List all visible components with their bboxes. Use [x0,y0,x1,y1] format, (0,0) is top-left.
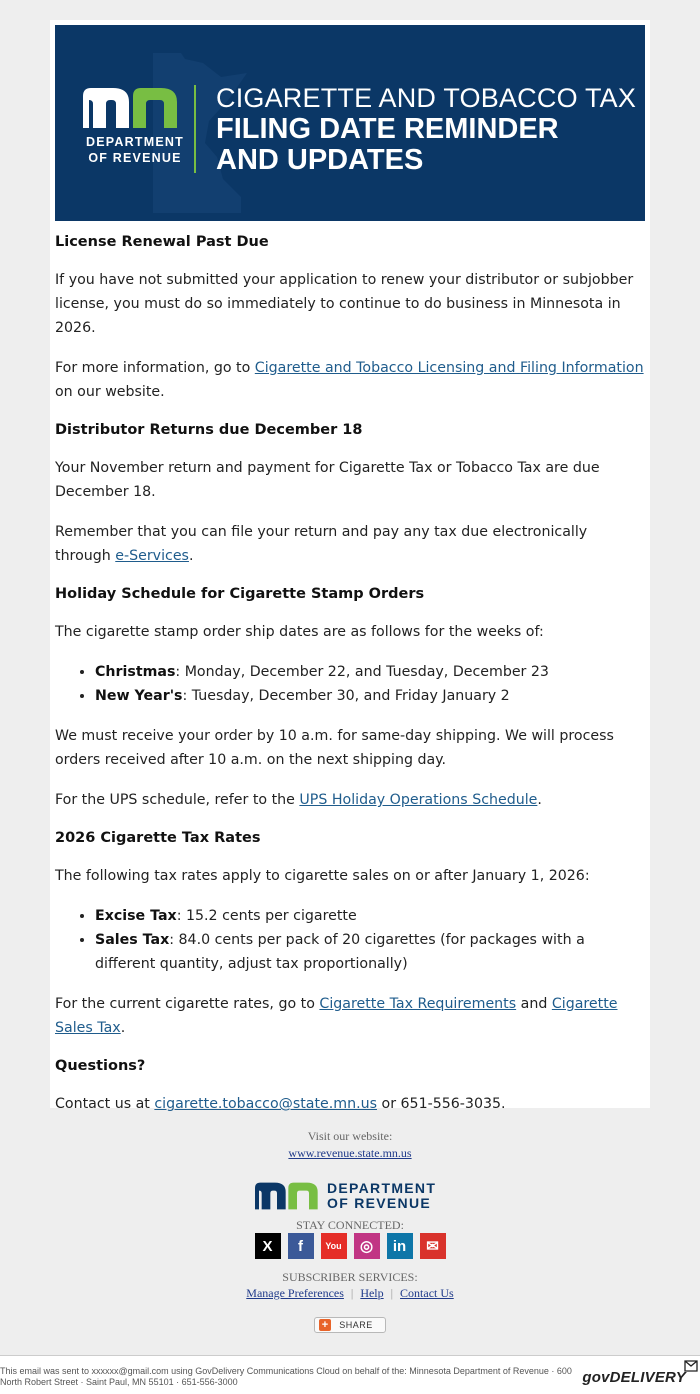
footer-logo-mark [255,1182,319,1210]
list-item [95,928,645,976]
subscriber-services-label: SUBSCRIBER SERVICES: [282,1270,418,1284]
list-item [95,904,645,928]
link-separator: | [390,1286,394,1300]
text-span: For the current cigarette rates, go to [55,996,320,1012]
text-span: For the UPS schedule, refer to the [55,792,300,808]
link-separator: | [350,1286,354,1300]
share-plus-icon: + [319,1319,331,1331]
email-body [55,230,645,1116]
share-label: SHARE [339,1320,373,1330]
text-span: and [516,996,552,1012]
text-span: Remember that you can file your return and pay any tax due electronically through [55,524,588,564]
list-item-term: New Year's [95,688,183,704]
banner-title-line1: CIGARETTE AND TOBACCO TAX [216,83,637,113]
holiday-list [55,660,645,708]
text-span: or 651-556-3035. [377,1096,506,1112]
rates-intro: The following tax rates apply to cigarette sales on or after January 1, 2026: [55,868,590,884]
text-span: . [188,548,194,564]
rates-links-paragraph [55,992,645,1040]
eservices-link[interactable]: e-Services [115,548,189,564]
share-row [0,1313,700,1333]
list-item-term: Sales Tax [95,932,170,948]
text-span: on our website. [55,384,165,400]
footer-logo-of-revenue: OF REVENUE [327,1195,432,1211]
instagram-icon[interactable]: ◎ [354,1233,380,1259]
disclaimer-text: This email was sent to xxxxxx@gmail.com using GovDelivery Communications Cloud on behalf of the: Minnesota Department of Revenue · 600 North Robert Street · Saint Paul, MN 55101 · 651-556-3000 [0,1366,572,1387]
questions-paragraph [55,1092,645,1116]
banner-title-line2: FILING DATE REMINDER [216,113,559,145]
text-span: Contact us at [55,1096,155,1112]
license-heading: License Renewal Past Due [55,234,269,250]
distributor-heading: Distributor Returns due December 18 [55,422,363,438]
logo-department-text: DEPARTMENT [86,135,184,149]
govdelivery-envelope-icon [684,1360,698,1372]
linkedin-icon[interactable]: in [387,1233,413,1259]
ups-schedule-link[interactable]: UPS Holiday Operations Schedule [299,792,538,808]
header-banner [55,25,645,221]
cigarette-tax-requirements-link[interactable]: Cigarette Tax Requirements [319,996,517,1012]
license-paragraph: If you have not submitted your application to renew your distributor or subjobber license, you must do so immediately to continue to do business in Minnesota in 2026. [55,272,634,336]
holiday-intro: The cigarette stamp order ship dates are as follows for the weeks of: [55,624,544,640]
x-icon[interactable]: X [255,1233,281,1259]
distributor-eservices [55,520,645,568]
text-span: . [537,792,542,808]
rates-list [55,904,645,976]
footer-logo [255,1181,455,1211]
banner-title-line3: AND UPDATES [216,144,424,176]
list-item [95,684,645,708]
questions-heading: Questions? [55,1058,146,1074]
visit-website-label: Visit our website: [307,1129,393,1143]
license-more-info [55,356,645,404]
list-item-text: : 84.0 cents per pack of 20 cigarettes (for packages with a different quantity, adjust tax proportionally) [95,932,585,972]
list-item-text: : Monday, December 22, and Tuesday, December 23 [175,664,549,680]
list-item-text: : 15.2 cents per cigarette [176,908,357,924]
revenue-logo-mark [83,88,179,128]
text-span: . [120,1020,126,1036]
contact-email-link[interactable]: cigarette.tobacco@state.mn.us [154,1096,377,1112]
stay-connected-label: STAY CONNECTED: [296,1218,404,1232]
help-link[interactable]: Help [360,1286,384,1300]
manage-preferences-link[interactable]: Manage Preferences [246,1286,344,1300]
text-span: For more information, go to [55,360,255,376]
holiday-ups-paragraph [55,788,645,812]
cigarette-sales-tax-link[interactable]: Cigarette Sales Tax [55,996,618,1036]
list-item-term: Christmas [95,664,176,680]
distributor-paragraph: Your November return and payment for Cigarette Tax or Tobacco Tax are due December 18. [55,460,600,500]
list-item [95,660,645,684]
list-item-term: Excise Tax [95,908,177,924]
facebook-icon[interactable]: f [288,1233,314,1259]
banner-divider [194,85,196,173]
email-icon[interactable]: ✉ [420,1233,446,1259]
footer-logo-department: DEPARTMENT [327,1180,437,1196]
social-icons [0,1233,700,1259]
list-item-text: : Tuesday, December 30, and Friday January 2 [182,688,510,704]
subscriber-links [0,1286,700,1301]
holiday-shipping-paragraph: We must receive your order by 10 a.m. for same-day shipping. We will process orders received after 10 a.m. on the next shipping day. [55,728,614,768]
licensing-info-link[interactable]: Cigarette and Tobacco Licensing and Filing Information [254,360,644,376]
email-card [50,20,650,1112]
rates-heading: 2026 Cigarette Tax Rates [55,830,261,846]
logo-of-revenue-text: OF REVENUE [88,151,182,165]
youtube-icon[interactable]: You [321,1233,347,1259]
bottom-bar [0,1355,700,1394]
holiday-heading: Holiday Schedule for Cigarette Stamp Orders [55,586,425,602]
govdelivery-logo: govDELIVERY [582,1369,686,1386]
contact-us-link[interactable]: Contact Us [400,1286,454,1300]
website-link-row [0,1146,700,1161]
share-button[interactable] [314,1317,386,1333]
website-link[interactable]: www.revenue.state.mn.us [288,1146,412,1160]
